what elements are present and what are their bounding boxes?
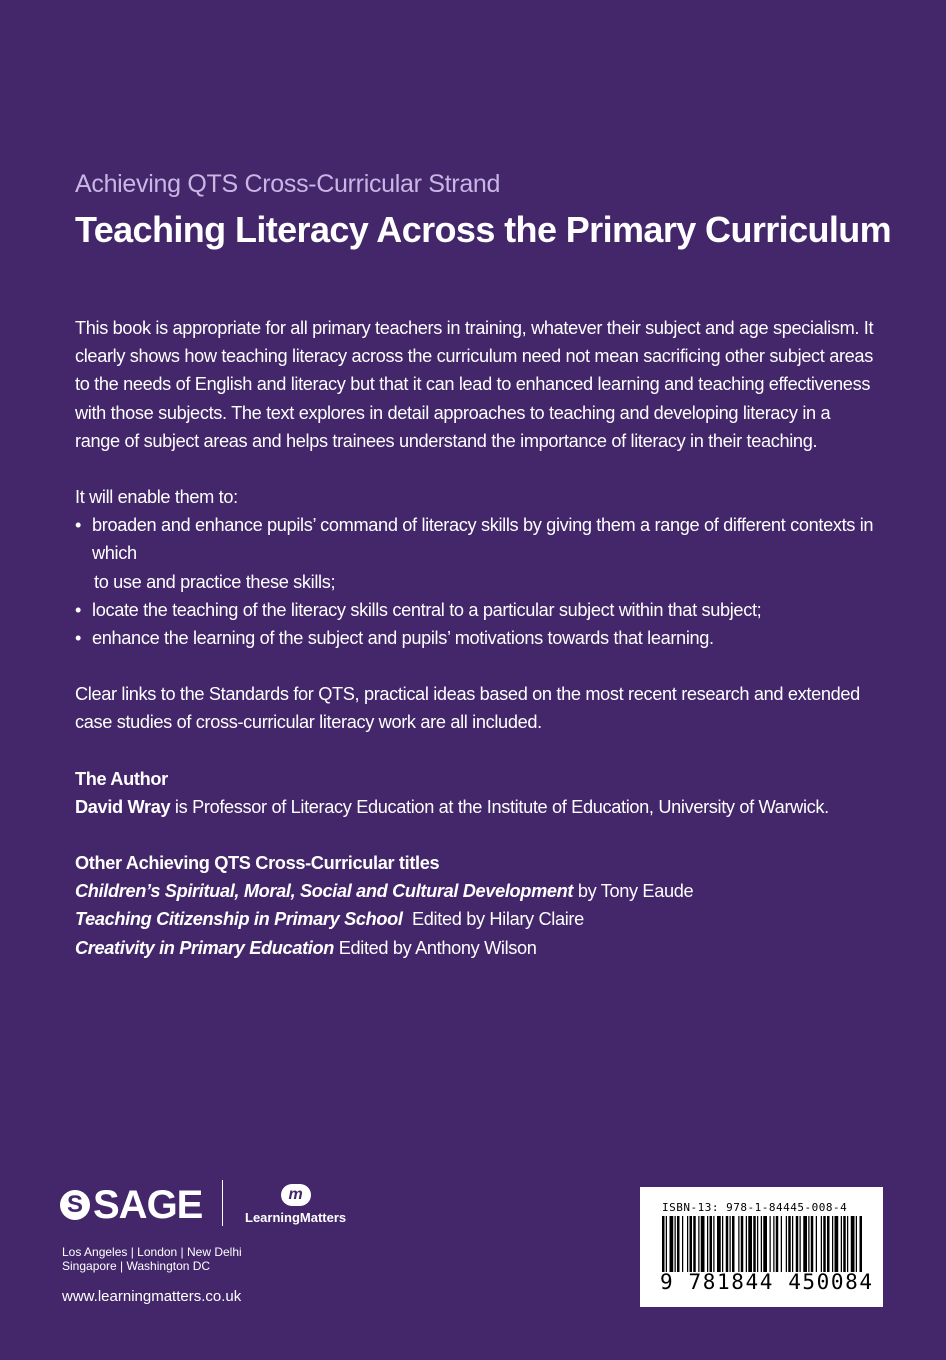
blurb: [75, 314, 875, 962]
barcode-bar: [835, 1216, 839, 1272]
barcode-bar: [856, 1216, 857, 1272]
isbn-label: ISBN-13: 978-1-84445-008-4: [662, 1201, 848, 1214]
barcode-bar: [770, 1216, 771, 1272]
enable-intro: It will enable them to:: [75, 487, 238, 508]
bullet-icon: •: [75, 628, 82, 649]
barcode-bar: [763, 1216, 767, 1272]
barcode-bar: [832, 1216, 833, 1272]
learning-matters-m-icon: m: [281, 1184, 311, 1206]
barcode-bar: [730, 1216, 731, 1272]
bullet-text-continued: to use and practice these skills;: [94, 571, 336, 592]
barcode-bar: [693, 1216, 696, 1272]
barcode-bar: [713, 1216, 714, 1272]
barcode-bar: [753, 1216, 756, 1272]
bullet-text: enhance the learning of the subject and pupils’ motivations towards that learning.: [92, 628, 714, 649]
barcode-bar: [666, 1216, 667, 1272]
sage-logo: [60, 1180, 202, 1230]
other-titles-heading: Other Achieving QTS Cross-Curricular titles: [75, 853, 440, 874]
barcode-bar: [707, 1216, 708, 1272]
series-name: Achieving QTS Cross-Curricular Strand: [75, 170, 501, 198]
barcode-bar: [757, 1216, 758, 1272]
cities-line: Singapore | Washington DC: [62, 1259, 211, 1273]
author-name: David Wray: [75, 796, 171, 817]
barcode-bar: [746, 1216, 747, 1272]
barcode-bar: [821, 1216, 822, 1272]
other-title-name: Teaching Citizenship in Primary School: [75, 909, 403, 930]
bullet-icon: •: [75, 515, 82, 536]
barcode-bar: [687, 1216, 688, 1272]
barcode-bar: [781, 1216, 782, 1272]
barcode-bar: [675, 1216, 676, 1272]
sage-wordmark: SAGE: [93, 1183, 203, 1227]
barcode-digits: 9 781844 450084: [660, 1270, 874, 1294]
barcode-bar: [690, 1216, 693, 1272]
barcode-bar: [738, 1216, 739, 1272]
barcode-bar: [682, 1216, 683, 1272]
barcode-bar: [710, 1216, 713, 1272]
barcode-bar: [776, 1216, 779, 1272]
barcode-bar: [773, 1216, 774, 1272]
description-paragraph: This book is appropriate for all primary teachers in training, whatever their subject and age specialism. It clearly shows how teaching literacy across the curriculum need not mean sacrificing other subject areas to the needs of English and literacy but that it can lead to enhanced learning and teaching effectiveness with those subjects. The text explores in detail approaches to teaching and developing literacy in a range of subject areas and helps trainees understand the importance of literacy in their teaching.: [75, 318, 874, 451]
logo-divider: [222, 1180, 223, 1226]
list-item: [75, 624, 875, 652]
bullet-icon: •: [75, 599, 82, 620]
other-title-credit: by Tony Eaude: [573, 881, 694, 902]
author-heading: The Author: [75, 768, 168, 789]
barcode-bar: [803, 1216, 807, 1272]
barcode-bar: [808, 1216, 809, 1272]
other-title-item: [75, 905, 875, 933]
other-title-name: Creativity in Primary Education: [75, 937, 335, 958]
book-title: Teaching Literacy Across the Primary Curriculum: [75, 209, 892, 250]
barcode-bar: [717, 1216, 721, 1272]
barcode-bar: [722, 1216, 723, 1272]
author-bio: [75, 793, 875, 821]
sage-s-icon: S: [60, 1190, 90, 1220]
barcode-bar: [786, 1216, 787, 1272]
cities-line: Los Angeles | London | New Delhi: [62, 1245, 242, 1259]
barcode-bar: [748, 1216, 752, 1272]
list-item: [75, 511, 875, 596]
barcode-bar: [860, 1216, 863, 1272]
isbn-barcode: [640, 1187, 883, 1307]
barcode-bar: [827, 1216, 830, 1272]
barcode-bar: [701, 1216, 705, 1272]
author-bio-text: is Professor of Literacy Education at the Institute of Education, University of Warwick.: [170, 796, 829, 817]
barcode-bar: [843, 1216, 846, 1272]
other-title-item: [75, 877, 875, 905]
bullet-list: [75, 511, 875, 652]
bullet-text: broaden and enhance pupils’ command of literacy skills by giving them a range of different contexts in which: [92, 515, 874, 564]
barcode-bar: [800, 1216, 801, 1272]
barcode-bar: [796, 1216, 799, 1272]
barcode-bar: [741, 1216, 744, 1272]
barcode-bar: [726, 1216, 729, 1272]
other-title-name: Children’s Spiritual, Moral, Social and Cultural Development: [75, 881, 574, 902]
learning-matters-wordmark: LearningMatters: [245, 1210, 347, 1225]
other-title-credit: Edited by Anthony Wilson: [334, 937, 537, 958]
barcode-bar: [677, 1216, 680, 1272]
barcode-icon: [662, 1216, 862, 1272]
barcode-bar: [841, 1216, 842, 1272]
barcode-bar: [732, 1216, 735, 1272]
publisher-cities: [62, 1245, 242, 1273]
list-item: [75, 596, 875, 624]
barcode-bar: [670, 1216, 674, 1272]
learning-matters-logo: [245, 1184, 346, 1225]
barcode-bar: [761, 1216, 762, 1272]
barcode-bar: [662, 1216, 665, 1272]
other-title-credit: Edited by Hilary Claire: [402, 909, 584, 930]
bullet-text: locate the teaching of the literacy skills central to a particular subject within that subject;: [92, 599, 762, 620]
barcode-bar: [698, 1216, 699, 1272]
other-title-item: [75, 934, 875, 962]
barcode-bar: [811, 1216, 814, 1272]
barcode-bar: [792, 1216, 793, 1272]
website-link[interactable]: www.learningmatters.co.uk: [62, 1288, 242, 1305]
barcode-bar: [816, 1216, 817, 1272]
closing-paragraph: Clear links to the Standards for QTS, practical ideas based on the most recent research and extended case studies of cross-curricular literacy work are all included.: [75, 684, 860, 733]
barcode-bar: [823, 1216, 826, 1272]
barcode-bar: [847, 1216, 848, 1272]
barcode-bar: [788, 1216, 791, 1272]
barcode-bar: [851, 1216, 855, 1272]
